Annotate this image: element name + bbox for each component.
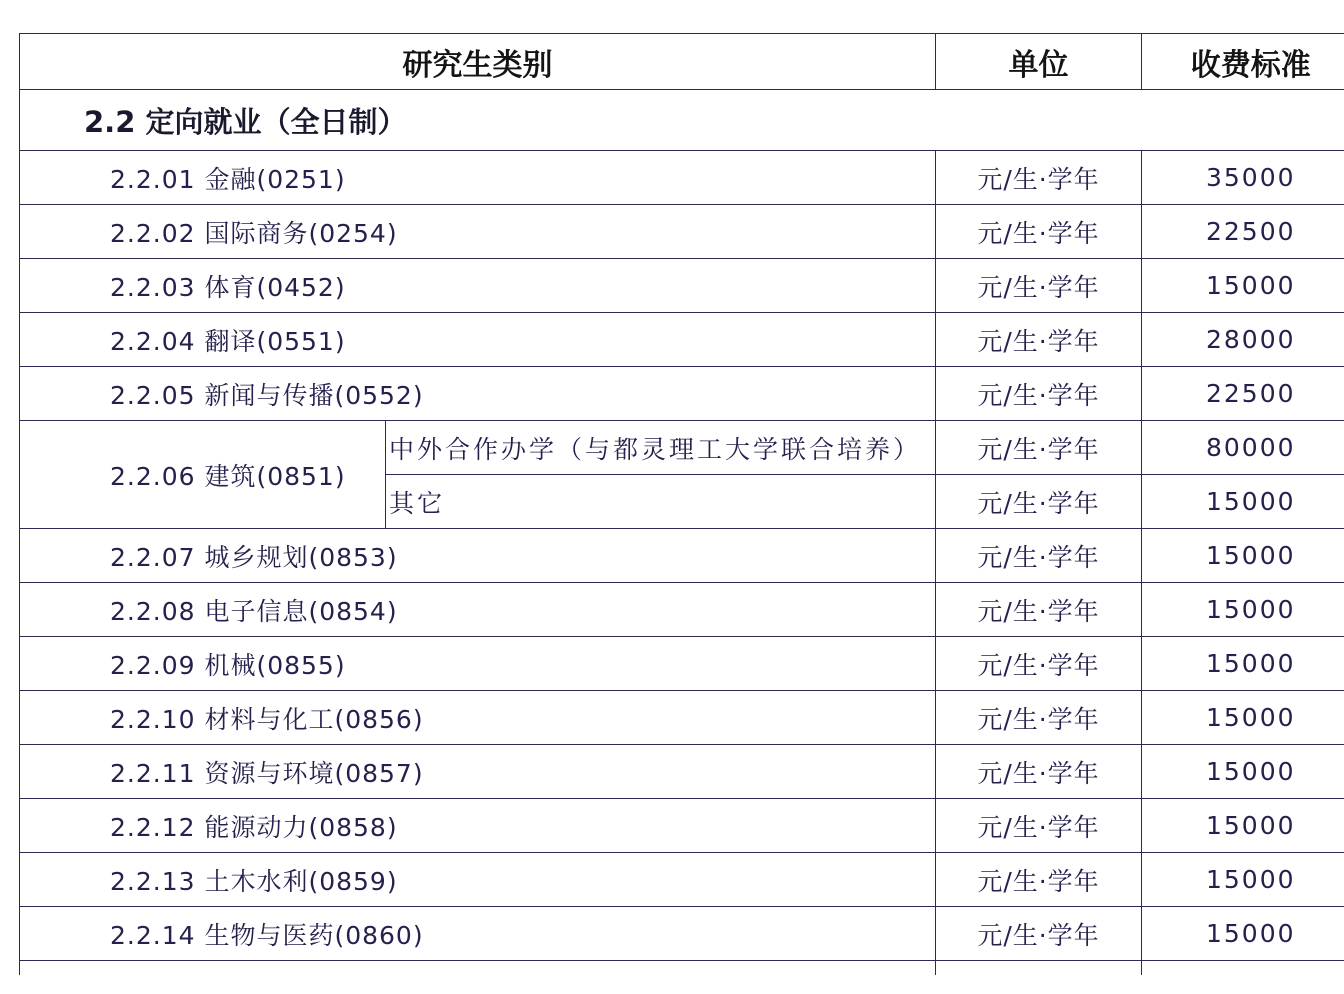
program-fee: 15000	[1142, 475, 1344, 529]
section-row	[20, 90, 1344, 151]
table-row	[20, 853, 1344, 907]
program-unit: 元/生·学年	[936, 745, 1142, 799]
section-title: 2.2 定向就业（全日制）	[20, 90, 1344, 151]
program-fee: 22500	[1142, 205, 1344, 259]
program-unit: 元/生·学年	[936, 475, 1142, 529]
table-row	[20, 799, 1344, 853]
program-fee: 15000	[1142, 745, 1344, 799]
program-name: 2.2.14 生物与医药(0860)	[20, 907, 936, 961]
program-unit: 元/生·学年	[936, 151, 1142, 205]
program-name: 2.2.02 国际商务(0254)	[20, 205, 936, 259]
program-fee: 35000	[1142, 151, 1344, 205]
program-name: 2.2.09 机械(0855)	[20, 637, 936, 691]
program-unit: 元/生·学年	[936, 691, 1142, 745]
header-row	[20, 34, 1344, 90]
program-name: 2.2.11 资源与环境(0857)	[20, 745, 936, 799]
architecture-sub-category: 中外合作办学（与都灵理工大学联合培养）	[386, 421, 936, 475]
program-unit: 元/生·学年	[936, 853, 1142, 907]
program-name: 2.2.04 翻译(0551)	[20, 313, 936, 367]
table-row	[20, 205, 1344, 259]
program-fee: 15000	[1142, 907, 1344, 961]
table-row	[20, 907, 1344, 961]
program-name: 2.2.01 金融(0251)	[20, 151, 936, 205]
program-fee: 15000	[1142, 583, 1344, 637]
cutoff-cell	[936, 961, 1142, 976]
program-name: 2.2.08 电子信息(0854)	[20, 583, 936, 637]
fee-table	[19, 33, 1344, 975]
program-name: 2.2.13 土木水利(0859)	[20, 853, 936, 907]
program-unit: 元/生·学年	[936, 421, 1142, 475]
architecture-program-name: 2.2.06 建筑(0851)	[20, 421, 386, 529]
program-fee: 15000	[1142, 799, 1344, 853]
table-row	[20, 367, 1344, 421]
program-fee: 80000	[1142, 421, 1344, 475]
program-unit: 元/生·学年	[936, 907, 1142, 961]
program-unit: 元/生·学年	[936, 367, 1142, 421]
table-row	[20, 313, 1344, 367]
program-unit: 元/生·学年	[936, 583, 1142, 637]
program-fee: 15000	[1142, 691, 1344, 745]
table-row	[20, 745, 1344, 799]
program-unit: 元/生·学年	[936, 529, 1142, 583]
table-row	[20, 637, 1344, 691]
program-name: 2.2.03 体育(0452)	[20, 259, 936, 313]
header-unit: 单位	[936, 34, 1142, 90]
header-category: 研究生类别	[20, 34, 936, 90]
program-fee: 28000	[1142, 313, 1344, 367]
program-fee: 22500	[1142, 367, 1344, 421]
architecture-sub-category: 其它	[386, 475, 936, 529]
cutoff-cell	[20, 961, 936, 976]
program-unit: 元/生·学年	[936, 799, 1142, 853]
header-fee: 收费标准	[1142, 34, 1344, 90]
table-row	[20, 583, 1344, 637]
program-name: 2.2.10 材料与化工(0856)	[20, 691, 936, 745]
table-row	[20, 259, 1344, 313]
table-row-architecture	[20, 421, 1344, 475]
program-name: 2.2.07 城乡规划(0853)	[20, 529, 936, 583]
table-row	[20, 529, 1344, 583]
program-unit: 元/生·学年	[936, 205, 1142, 259]
program-unit: 元/生·学年	[936, 637, 1142, 691]
cutoff-cell	[1142, 961, 1344, 976]
program-name: 2.2.05 新闻与传播(0552)	[20, 367, 936, 421]
program-fee: 15000	[1142, 637, 1344, 691]
table-row	[20, 151, 1344, 205]
table-row	[20, 691, 1344, 745]
program-unit: 元/生·学年	[936, 313, 1142, 367]
program-fee: 15000	[1142, 853, 1344, 907]
program-fee: 15000	[1142, 529, 1344, 583]
program-fee: 15000	[1142, 259, 1344, 313]
program-name: 2.2.12 能源动力(0858)	[20, 799, 936, 853]
program-unit: 元/生·学年	[936, 259, 1142, 313]
table-row-cutoff	[20, 961, 1344, 976]
